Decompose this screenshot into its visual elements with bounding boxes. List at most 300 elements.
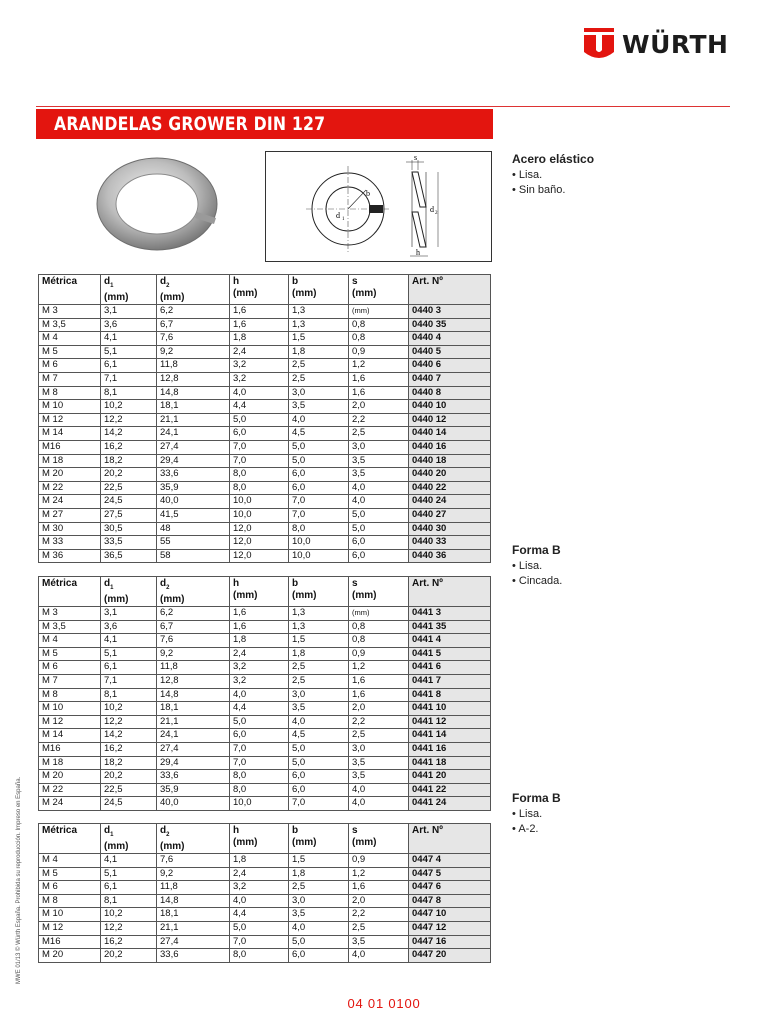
cell-b: 1,5 <box>289 854 349 868</box>
cell-article: 0440 10 <box>409 400 491 414</box>
cell-b: 1,3 <box>289 607 349 621</box>
cell-article: 0441 7 <box>409 674 491 688</box>
cell-article: 0440 7 <box>409 372 491 386</box>
header-d1: $d_1$ (mm) <box>101 824 157 854</box>
cell-s: 0,9 <box>349 647 409 661</box>
cell-b: 3,0 <box>289 894 349 908</box>
title-bar <box>36 109 493 139</box>
table-row <box>39 797 491 811</box>
cell-s: 4,0 <box>349 481 409 495</box>
cell-d2: 9,2 <box>157 867 230 881</box>
cell-article: 0440 16 <box>409 440 491 454</box>
cell-s: 1,2 <box>349 867 409 881</box>
drawing-label-s: s <box>414 153 418 162</box>
cell-metric: M 8 <box>39 386 101 400</box>
cell-s: 3,5 <box>349 756 409 770</box>
cell-d1: 8,1 <box>101 688 157 702</box>
table-row <box>39 674 491 688</box>
cell-d1: 20,2 <box>101 949 157 963</box>
cell-d2: 12,8 <box>157 372 230 386</box>
cell-d1: 22,5 <box>101 481 157 495</box>
brand-name: WÜRTH <box>622 29 729 59</box>
cell-d2: 40,0 <box>157 495 230 509</box>
cell-s: 2,0 <box>349 702 409 716</box>
table-row <box>39 854 491 868</box>
cell-h: 3,2 <box>230 372 289 386</box>
cell-d2: 33,6 <box>157 468 230 482</box>
cell-metric: M 6 <box>39 359 101 373</box>
cell-metric: M 3,5 <box>39 318 101 332</box>
cell-h: 3,2 <box>230 674 289 688</box>
table-row <box>39 427 491 441</box>
cell-d2: 21,1 <box>157 921 230 935</box>
table-row <box>39 440 491 454</box>
cell-d2: 29,4 <box>157 756 230 770</box>
cell-h: 8,0 <box>230 783 289 797</box>
cell-d2: 9,2 <box>157 345 230 359</box>
cell-d2: 18,1 <box>157 908 230 922</box>
cell-metric: M 8 <box>39 894 101 908</box>
cell-d2: 21,1 <box>157 715 230 729</box>
cell-s: 0,9 <box>349 345 409 359</box>
cell-metric: M 6 <box>39 881 101 895</box>
cell-d1: 4,1 <box>101 634 157 648</box>
cell-s: 0,9 <box>349 854 409 868</box>
cell-d1: 27,5 <box>101 508 157 522</box>
cell-b: 5,0 <box>289 935 349 949</box>
table-row <box>39 688 491 702</box>
cell-d1: 20,2 <box>101 468 157 482</box>
cell-d2: 7,6 <box>157 332 230 346</box>
table-row <box>39 454 491 468</box>
cell-b: 7,0 <box>289 797 349 811</box>
cell-h: 4,4 <box>230 702 289 716</box>
table-row <box>39 715 491 729</box>
cell-h: 3,2 <box>230 359 289 373</box>
table-row <box>39 318 491 332</box>
header-s: s (mm) <box>349 275 409 305</box>
cell-h: 5,0 <box>230 715 289 729</box>
cell-h: 5,0 <box>230 921 289 935</box>
cell-h: 7,0 <box>230 756 289 770</box>
cell-metric: M 12 <box>39 921 101 935</box>
cell-d1: 33,5 <box>101 536 157 550</box>
cell-s: (mm) <box>349 607 409 621</box>
table-row <box>39 536 491 550</box>
washer-photo <box>92 152 222 252</box>
cell-metric: M 12 <box>39 715 101 729</box>
table-header-row <box>39 577 491 607</box>
cell-d1: 3,6 <box>101 318 157 332</box>
table-header-row <box>39 275 491 305</box>
cell-b: 5,0 <box>289 440 349 454</box>
cell-s: 2,0 <box>349 400 409 414</box>
page-title: ARANDELAS GROWER DIN 127 <box>54 113 326 135</box>
cell-b: 4,5 <box>289 729 349 743</box>
spec-table-forma-b-cincada <box>38 576 491 811</box>
cell-article: 0440 27 <box>409 508 491 522</box>
cell-d1: 16,2 <box>101 440 157 454</box>
drawing-label-d1-sub: 1 <box>342 217 345 222</box>
side-note-bullet: • A-2. <box>512 823 539 835</box>
cell-d2: 21,1 <box>157 413 230 427</box>
cell-s: 1,6 <box>349 386 409 400</box>
table-row <box>39 756 491 770</box>
cell-d1: 24,5 <box>101 797 157 811</box>
table-row <box>39 894 491 908</box>
cell-article: 0447 8 <box>409 894 491 908</box>
cell-s: 3,5 <box>349 454 409 468</box>
cell-h: 2,4 <box>230 345 289 359</box>
cell-metric: M 27 <box>39 508 101 522</box>
cell-s: 2,5 <box>349 427 409 441</box>
cell-b: 2,5 <box>289 881 349 895</box>
cell-metric: M 22 <box>39 783 101 797</box>
cell-article: 0440 6 <box>409 359 491 373</box>
cell-metric: M 8 <box>39 688 101 702</box>
table-row <box>39 468 491 482</box>
washer-diagram <box>266 152 491 261</box>
cell-b: 5,0 <box>289 756 349 770</box>
cell-metric: M 7 <box>39 674 101 688</box>
drawing-label-h: h <box>416 248 420 257</box>
cell-metric: M 33 <box>39 536 101 550</box>
table-row <box>39 729 491 743</box>
wurth-logo-icon <box>584 28 614 60</box>
cell-d2: 11,8 <box>157 359 230 373</box>
cell-s: 6,0 <box>349 536 409 550</box>
cell-metric: M 24 <box>39 495 101 509</box>
cell-d1: 6,1 <box>101 661 157 675</box>
cell-d1: 10,2 <box>101 702 157 716</box>
table-row <box>39 908 491 922</box>
cell-d1: 14,2 <box>101 729 157 743</box>
cell-h: 8,0 <box>230 481 289 495</box>
table-row <box>39 372 491 386</box>
cell-h: 2,4 <box>230 867 289 881</box>
cell-b: 2,5 <box>289 359 349 373</box>
cell-d2: 58 <box>157 549 230 563</box>
table-row <box>39 634 491 648</box>
cell-article: 0440 12 <box>409 413 491 427</box>
drawing-label-d2-sub: 2 <box>435 211 438 216</box>
table-row <box>39 332 491 346</box>
cell-d2: 27,4 <box>157 935 230 949</box>
cell-article: 0441 12 <box>409 715 491 729</box>
cell-b: 3,0 <box>289 688 349 702</box>
cell-d1: 3,6 <box>101 620 157 634</box>
side-note-heading: Acero elástico <box>512 152 595 166</box>
cell-metric: M 3 <box>39 607 101 621</box>
cell-metric: M 24 <box>39 797 101 811</box>
cell-s: 2,5 <box>349 729 409 743</box>
cell-d2: 27,4 <box>157 742 230 756</box>
cell-metric: M 4 <box>39 634 101 648</box>
cell-s: 4,0 <box>349 495 409 509</box>
cell-metric: M 4 <box>39 854 101 868</box>
header-d2: $d_2$ (mm) <box>157 577 230 607</box>
cell-h: 8,0 <box>230 468 289 482</box>
cell-b: 5,0 <box>289 742 349 756</box>
cell-b: 3,0 <box>289 386 349 400</box>
cell-h: 1,6 <box>230 607 289 621</box>
header-article: Art. Nº <box>409 275 491 305</box>
cell-metric: M 4 <box>39 332 101 346</box>
cell-h: 2,4 <box>230 647 289 661</box>
cell-d2: 18,1 <box>157 702 230 716</box>
cell-h: 5,0 <box>230 413 289 427</box>
cell-d2: 41,5 <box>157 508 230 522</box>
cell-d1: 16,2 <box>101 742 157 756</box>
table-row <box>39 881 491 895</box>
spec-table-acero <box>38 274 491 563</box>
cell-metric: M 18 <box>39 454 101 468</box>
side-note-1 <box>512 543 562 589</box>
cell-d1: 7,1 <box>101 372 157 386</box>
cell-h: 4,4 <box>230 908 289 922</box>
cell-metric: M16 <box>39 935 101 949</box>
header-b: b (mm) <box>289 824 349 854</box>
cell-b: 10,0 <box>289 536 349 550</box>
cell-s: 3,0 <box>349 440 409 454</box>
cell-metric: M 18 <box>39 756 101 770</box>
cell-d1: 12,2 <box>101 413 157 427</box>
table-row <box>39 607 491 621</box>
cell-d1: 14,2 <box>101 427 157 441</box>
cell-b: 1,5 <box>289 634 349 648</box>
cell-s: 4,0 <box>349 783 409 797</box>
cell-s: 1,6 <box>349 674 409 688</box>
cell-d1: 10,2 <box>101 400 157 414</box>
technical-drawing <box>265 151 492 262</box>
cell-h: 12,0 <box>230 536 289 550</box>
cell-d2: 7,6 <box>157 634 230 648</box>
cell-d2: 14,8 <box>157 894 230 908</box>
cell-d1: 16,2 <box>101 935 157 949</box>
cell-d2: 35,9 <box>157 481 230 495</box>
cell-b: 6,0 <box>289 481 349 495</box>
cell-h: 3,2 <box>230 661 289 675</box>
cell-metric: M 7 <box>39 372 101 386</box>
cell-article: 0441 8 <box>409 688 491 702</box>
cell-article: 0440 5 <box>409 345 491 359</box>
cell-article: 0441 24 <box>409 797 491 811</box>
cell-d2: 12,8 <box>157 674 230 688</box>
cell-s: 2,2 <box>349 715 409 729</box>
cell-b: 1,5 <box>289 332 349 346</box>
cell-h: 12,0 <box>230 522 289 536</box>
cell-h: 10,0 <box>230 797 289 811</box>
header-b: b (mm) <box>289 577 349 607</box>
cell-metric: M 3,5 <box>39 620 101 634</box>
cell-b: 1,3 <box>289 305 349 319</box>
cell-article: 0441 18 <box>409 756 491 770</box>
header-s: s (mm) <box>349 824 409 854</box>
table-row <box>39 305 491 319</box>
cell-d1: 5,1 <box>101 345 157 359</box>
cell-s: 4,0 <box>349 797 409 811</box>
cell-d1: 18,2 <box>101 756 157 770</box>
table-row <box>39 386 491 400</box>
cell-h: 7,0 <box>230 935 289 949</box>
cell-s: 3,5 <box>349 770 409 784</box>
cell-article: 0447 12 <box>409 921 491 935</box>
cell-h: 1,6 <box>230 305 289 319</box>
table-row <box>39 949 491 963</box>
cell-h: 1,8 <box>230 332 289 346</box>
table-row <box>39 359 491 373</box>
cell-d1: 8,1 <box>101 386 157 400</box>
table-row <box>39 783 491 797</box>
table-row <box>39 742 491 756</box>
cell-d2: 33,6 <box>157 770 230 784</box>
cell-d1: 6,1 <box>101 881 157 895</box>
side-note-bullet: • Lisa. <box>512 560 543 572</box>
cell-d1: 20,2 <box>101 770 157 784</box>
cell-d2: 11,8 <box>157 881 230 895</box>
cell-h: 4,0 <box>230 386 289 400</box>
cell-d2: 14,8 <box>157 688 230 702</box>
table-row <box>39 400 491 414</box>
cell-article: 0447 10 <box>409 908 491 922</box>
cell-article: 0441 4 <box>409 634 491 648</box>
cell-article: 0441 35 <box>409 620 491 634</box>
table-row <box>39 508 491 522</box>
cell-s: 0,8 <box>349 620 409 634</box>
side-note-0 <box>512 152 594 198</box>
page-number: 04 01 0100 <box>347 996 421 1011</box>
cell-d1: 3,1 <box>101 305 157 319</box>
cell-article: 0440 35 <box>409 318 491 332</box>
copyright-note: MWE 01/13 © Würth España. Prohibida su reproducción. Impreso en España. <box>16 776 22 984</box>
cell-d1: 30,5 <box>101 522 157 536</box>
cell-article: 0441 10 <box>409 702 491 716</box>
cell-s: 0,8 <box>349 318 409 332</box>
cell-b: 4,0 <box>289 921 349 935</box>
cell-d2: 6,7 <box>157 620 230 634</box>
side-note-bullet: • Lisa. <box>512 169 543 181</box>
cell-s: 1,6 <box>349 688 409 702</box>
cell-article: 0441 16 <box>409 742 491 756</box>
cell-metric: M 10 <box>39 908 101 922</box>
cell-b: 8,0 <box>289 522 349 536</box>
table-row <box>39 921 491 935</box>
cell-b: 1,3 <box>289 620 349 634</box>
cell-b: 2,5 <box>289 661 349 675</box>
cell-d2: 6,2 <box>157 305 230 319</box>
cell-b: 3,5 <box>289 400 349 414</box>
cell-s: 1,2 <box>349 359 409 373</box>
cell-d1: 8,1 <box>101 894 157 908</box>
side-note-bullet: • Sin baño. <box>512 184 566 196</box>
drawing-label-d1: d <box>336 211 340 220</box>
cell-b: 1,8 <box>289 647 349 661</box>
spec-table-forma-b-a2 <box>38 823 491 963</box>
table-row <box>39 620 491 634</box>
cell-metric: M 20 <box>39 949 101 963</box>
cell-s: 3,5 <box>349 935 409 949</box>
cell-s: 3,0 <box>349 742 409 756</box>
cell-d2: 9,2 <box>157 647 230 661</box>
cell-h: 6,0 <box>230 427 289 441</box>
cell-h: 10,0 <box>230 495 289 509</box>
drawing-label-b: b <box>366 189 370 198</box>
cell-article: 0447 6 <box>409 881 491 895</box>
table-row <box>39 702 491 716</box>
table-row <box>39 867 491 881</box>
cell-article: 0441 6 <box>409 661 491 675</box>
cell-article: 0440 4 <box>409 332 491 346</box>
cell-d2: 55 <box>157 536 230 550</box>
cell-metric: M 5 <box>39 647 101 661</box>
cell-h: 1,6 <box>230 620 289 634</box>
cell-d1: 18,2 <box>101 454 157 468</box>
cell-metric: M 3 <box>39 305 101 319</box>
cell-article: 0440 22 <box>409 481 491 495</box>
cell-d2: 35,9 <box>157 783 230 797</box>
cell-s: 0,8 <box>349 332 409 346</box>
cell-d2: 27,4 <box>157 440 230 454</box>
cell-article: 0440 18 <box>409 454 491 468</box>
header-h: h (mm) <box>230 275 289 305</box>
header-d1: $d_1$ (mm) <box>101 275 157 305</box>
cell-s: 0,8 <box>349 634 409 648</box>
cell-b: 10,0 <box>289 549 349 563</box>
cell-article: 0441 20 <box>409 770 491 784</box>
cell-b: 2,5 <box>289 372 349 386</box>
cell-h: 7,0 <box>230 440 289 454</box>
cell-d2: 24,1 <box>157 427 230 441</box>
cell-d1: 36,5 <box>101 549 157 563</box>
cell-metric: M 20 <box>39 468 101 482</box>
cell-b: 3,5 <box>289 908 349 922</box>
cell-h: 1,6 <box>230 318 289 332</box>
cell-h: 4,0 <box>230 894 289 908</box>
table-row <box>39 770 491 784</box>
table-row <box>39 549 491 563</box>
cell-d2: 14,8 <box>157 386 230 400</box>
cell-article: 0447 20 <box>409 949 491 963</box>
header-d1: $d_1$ (mm) <box>101 577 157 607</box>
cell-article: 0440 24 <box>409 495 491 509</box>
cell-s: 3,5 <box>349 468 409 482</box>
cell-d1: 6,1 <box>101 359 157 373</box>
wurth-logo <box>584 28 728 60</box>
cell-article: 0447 4 <box>409 854 491 868</box>
table-row <box>39 481 491 495</box>
cell-article: 0441 3 <box>409 607 491 621</box>
cell-b: 4,0 <box>289 715 349 729</box>
cell-d1: 12,2 <box>101 715 157 729</box>
header-rule <box>36 106 730 107</box>
cell-b: 1,8 <box>289 345 349 359</box>
side-note-bullet: • Lisa. <box>512 808 543 820</box>
cell-b: 6,0 <box>289 949 349 963</box>
table-row <box>39 345 491 359</box>
cell-article: 0447 16 <box>409 935 491 949</box>
cell-metric: M 14 <box>39 729 101 743</box>
cell-metric: M16 <box>39 440 101 454</box>
cell-h: 8,0 <box>230 770 289 784</box>
table-row <box>39 495 491 509</box>
cell-s: (mm) <box>349 305 409 319</box>
cell-metric: M 5 <box>39 867 101 881</box>
drawing-label-d2: d <box>430 205 434 214</box>
header-article: Art. Nº <box>409 577 491 607</box>
cell-metric: M16 <box>39 742 101 756</box>
cell-d1: 10,2 <box>101 908 157 922</box>
cell-article: 0440 30 <box>409 522 491 536</box>
